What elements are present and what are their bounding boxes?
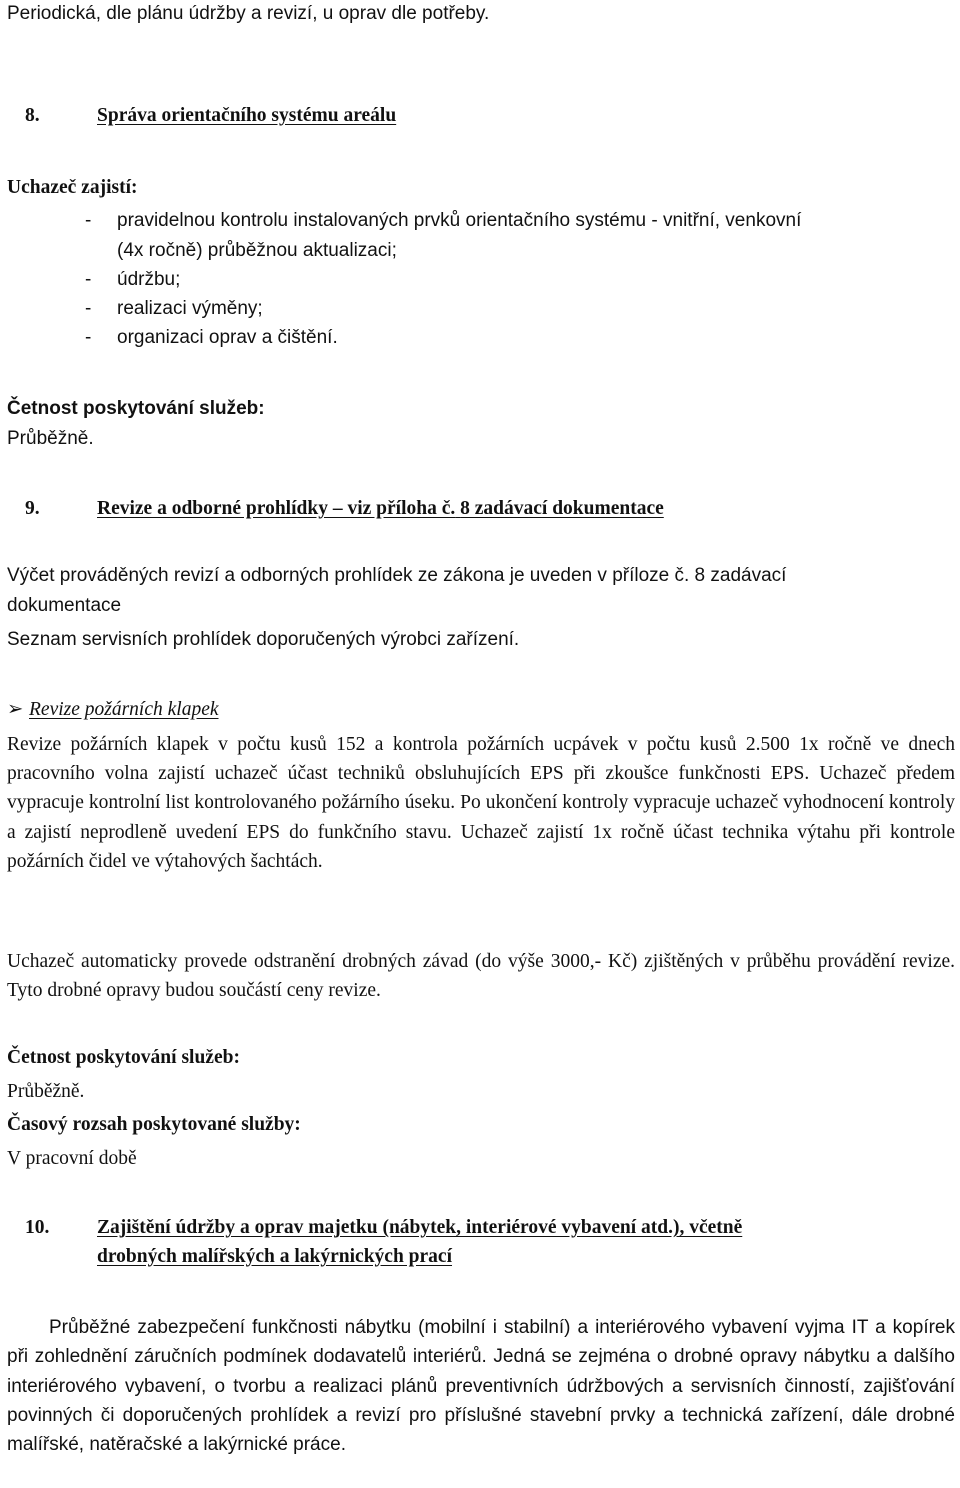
bullet-text: organizaci oprav a čištění. (117, 327, 338, 348)
bullet-text: (4x ročně) průběžnou aktualizaci; (117, 240, 397, 261)
section9-line3: Seznam servisních prohlídek doporučených výrobci zařízení. (7, 629, 520, 650)
section10-title-line2: drobných malířských a lakýrnických prací (97, 1246, 453, 1267)
section9-paragraph2: Uchazeč automaticky provede odstranění drobných závad (do výše 3000,- Kč) zjištěných v průběhu provádění revize. Tyto drobné opravy budou součástí ceny revize. (7, 951, 955, 1002)
section9-title-part1: Revize a odborné prohlídky – viz příloha č. (97, 498, 456, 519)
section9-number: 9. (25, 498, 40, 519)
section9-time-label: Časový rozsah poskytované služby: (7, 1114, 301, 1135)
bullet-dash: - (85, 210, 92, 231)
section8-frequency-value: Průběžně. (7, 428, 94, 449)
section9-paragraph1: Revize požárních klapek v počtu kusů 152 a kontrola požárních ucpávek v počtu kusů 2.500 1x ročně ve dnech pracovního volna zajistí uchazeč účast techniků obsluhujících EPS při zkoušce funkčnosti EPS. Uchazeč předem vypracuje kontrolní list kontrolovaného požárního úseku. Po ukončení kontroly vypracuje uchazeč vyhodnocení kontroly a zajistí neprodleně uvedení EPS do funkčního stavu. Uchazeč zajistí 1x ročně účast technika výtahu při kontrole požárních čidel ve výtahových šachtách. (7, 734, 955, 872)
section9-title-part2: 8 zadávací dokumentace (460, 498, 664, 519)
bullet-dash: - (85, 269, 92, 290)
bullet-dash: - (85, 298, 92, 319)
section8-frequency-label: Četnost poskytování služeb: (7, 398, 265, 419)
section8-intro: Uchazeč zajistí: (7, 177, 138, 198)
section9-bullet (7, 698, 219, 722)
section10-title-line1: Zajištění údržby a oprav majetku (nábytek, interiérové vybavení atd.), včetně (97, 1217, 743, 1238)
bullet-dash: - (85, 327, 92, 348)
section9-frequency-value: Průběžně. (7, 1081, 85, 1102)
section9-line1: Výčet prováděných revizí a odborných prohlídek ze zákona je uveden v příloze č. 8 zadávací (7, 565, 787, 586)
bullet-text: realizaci výměny; (117, 298, 263, 319)
section9-time-value: V pracovní době (7, 1148, 137, 1169)
section9-frequency-label: Četnost poskytování služeb: (7, 1047, 240, 1068)
section10-paragraph: Průběžné zabezpečení funkčnosti nábytku (mobilní i stabilní) a interiérového vybavení vyjma IT a kopírek při zohlednění záručních podmínek dodavatelů interiérů. Jedná se zejména o drobné opravy nábytku a dalšího interiérového vybavení, o tvorbu a realizaci plánů preventivních údržbových a servisních činností, zajišťování povinných či doporučených prohlídek a revizí pro příslušné stavební prvky a technická zařízení, dále drobné malířské, natěračské a lakýrnické práce. (7, 1317, 955, 1456)
section8-title: Správa orientačního systému areálu (97, 105, 397, 126)
section8-number: 8. (25, 105, 40, 126)
section10-number: 10. (25, 1217, 50, 1238)
arrow-bullet-icon: ➢ (7, 699, 24, 720)
intro-line: Periodická, dle plánu údržby a revizí, u oprav dle potřeby. (7, 3, 490, 24)
bullet-text: údržbu; (117, 269, 181, 290)
bullet-text: pravidelnou kontrolu instalovaných prvků orientačního systému - vnitřní, venkovní (117, 210, 802, 231)
section9-line2: dokumentace (7, 595, 122, 616)
section9-bullet-title: Revize požárních klapek (29, 699, 219, 720)
section9-title (97, 497, 664, 521)
